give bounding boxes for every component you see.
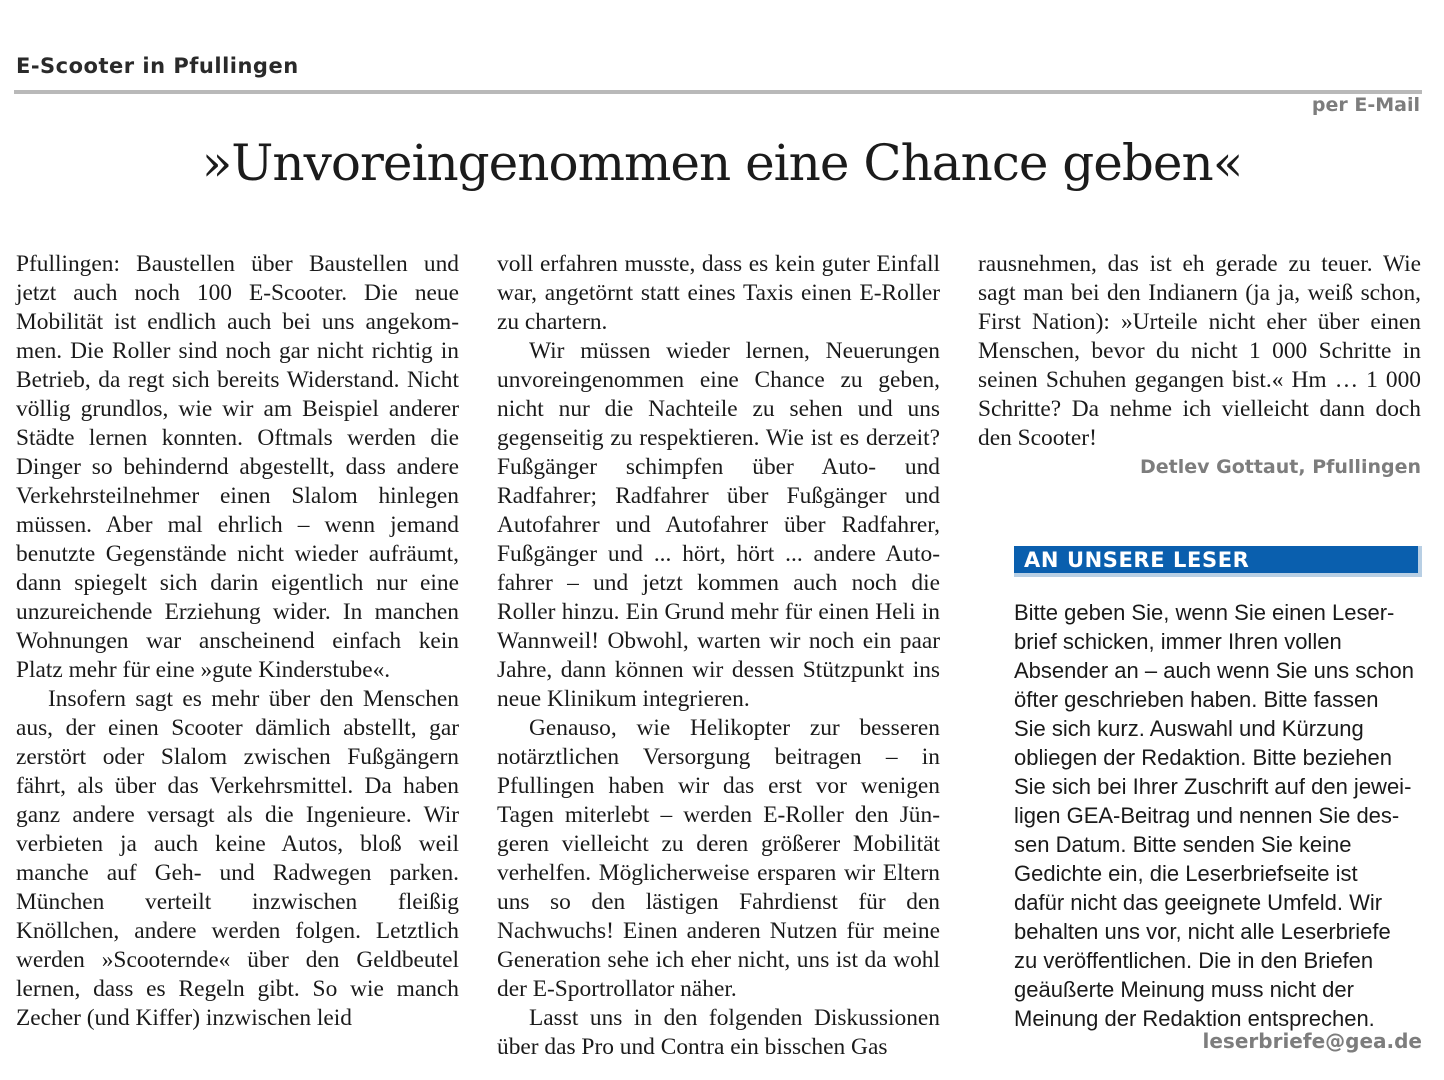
letter-column-2 — [497, 250, 940, 1062]
letter-paragraph: rausnehmen, das ist eh gerade zu teuer. Wie sagt man bei den Indianern (ja ja, weiß schon, First Nation): »Urteile nicht eher über einen Menschen, bevor du nicht 1 000 Schritte in seinen Schuhen gegangen bist.« Hm … 1 000 Schritte? Da nehme ich vielleicht dann doch den Scooter! — [978, 251, 1421, 451]
submission-channel: per E-Mail — [1311, 94, 1420, 116]
section-topic: E-Scooter in Pfullingen — [16, 54, 299, 78]
letter-column-3 — [978, 250, 1421, 481]
notice-body: Bitte geben Sie, wenn Sie einen Leser- brief schicken, immer Ihren vollen Absender an – auch wenn Sie uns schon öfter geschrieben haben. Bitte fassen Sie sich kurz. Auswahl und Kürzung obliegen der Redaktion. Bitte beziehen Sie sich bei Ihrer Zuschrift auf den jewei- ligen GEA-Beitrag und nennen Sie des- sen Datum. Bitte senden Sie keine Gedichte ein, die Leserbriefseite ist dafür nicht das geeignete Umfeld. Wir behalten uns vor, nicht alle Leserbriefe zu veröffentlichen. Die in den Briefen geäußerte Meinung muss nicht der Meinung der Redaktion entsprechen. — [1014, 600, 1414, 1031]
headline: »Unvoreingenommen eine Chance geben« — [201, 134, 1243, 192]
author-signature: Detlev Gottaut, Pfullingen — [1139, 456, 1421, 478]
letter-column-1 — [16, 250, 459, 1033]
letter-paragraph: voll erfahren musste, dass es kein guter Einfall war, angetörnt statt eines Taxis einen E-Roller zu chartern. — [497, 251, 940, 335]
notice-title: AN UNSERE LESER — [1014, 546, 1422, 577]
letter-paragraph: Pfullingen: Baustellen über Baustellen und jetzt auch noch 100 E-Scooter. Die neue Mobilität ist endlich auch bei uns angekommen. Die Roller sind noch gar nicht richtig in Betrieb, da regt sich bereits Widerstand. Nicht völlig grundlos, wie wir am Beispiel anderer Städte lernen konnten. Oftmals werden die Dinger so behindernd abgestellt, dass andere Verkehrsteilnehmer einen Slalom hinlegen müssen. Aber mal ehrlich – wenn jemand benutzte Gegenstände nicht wieder aufräumt, dann spiegelt sich darin eigentlich nur eine unzureichende Erziehung wider. In manchen Wohnungen war anscheinend einfach kein Platz mehr für eine »gute Kinderstube«. — [16, 251, 459, 683]
letter-paragraph: Genauso, wie Helikopter zur besseren notärztlichen Versorgung beitragen – in Pfullingen haben wir das erst vor wenigen Tagen miterlebt – werden E-Roller den Jüngeren vielleicht zu deren größerer Mobilität verhelfen. Möglicherweise ersparen wir Eltern uns so den lästigen Fahrdienst für den Nachwuchs! Einen anderen Nutzen für meine Generation sehe ich eher nicht, uns ist da wohl der E-Sportrollator näher. — [497, 715, 940, 1002]
header-rule — [14, 90, 1422, 94]
letter-paragraph: Insofern sagt es mehr über den Menschen aus, der einen Scooter dämlich abstellt, gar zerstört oder Slalom zwischen Fußgängern fährt, als über das Verkehrsmittel. Da haben ganz andere versagt als die Ingenieure. Wir verbieten ja auch keine Autos, bloß weil manche auf Geh- und Radwegen parken. München verteilt inzwischen fleißig Knöllchen, andere werden folgen. Letztlich werden »Scooternde« über den Geldbeutel lernen, dass es Regeln gibt. So wie manch Zecher (und Kiffer) inzwischen leid — [16, 686, 459, 1031]
email-address[interactable]: leserbriefe@gea.de — [1202, 1029, 1422, 1053]
letter-paragraph: Wir müssen wieder lernen, Neuerungen unvoreingenommen eine Chance zu geben, nicht nur die Nachteile zu sehen und uns gegenseitig zu respektieren. Wie ist es derzeit? Fußgänger schimpfen über Auto- und Radfahrer; Radfahrer über Fußgänger und Autofahrer und Autofahrer über Radfahrer, Fußgänger und ... hört, hört ... andere Autofahrer – und jetzt kommen auch noch die Roller hinzu. Ein Grund mehr für einen Heli in Wannweil! Obwohl, warten wir noch ein paar Jahre, dann können wir dessen Stützpunkt ins neue Klinikum integrieren. — [497, 338, 940, 712]
letter-paragraph: Lasst uns in den folgenden Diskussionen über das Pro und Contra ein bisschen Gas — [497, 1005, 940, 1060]
